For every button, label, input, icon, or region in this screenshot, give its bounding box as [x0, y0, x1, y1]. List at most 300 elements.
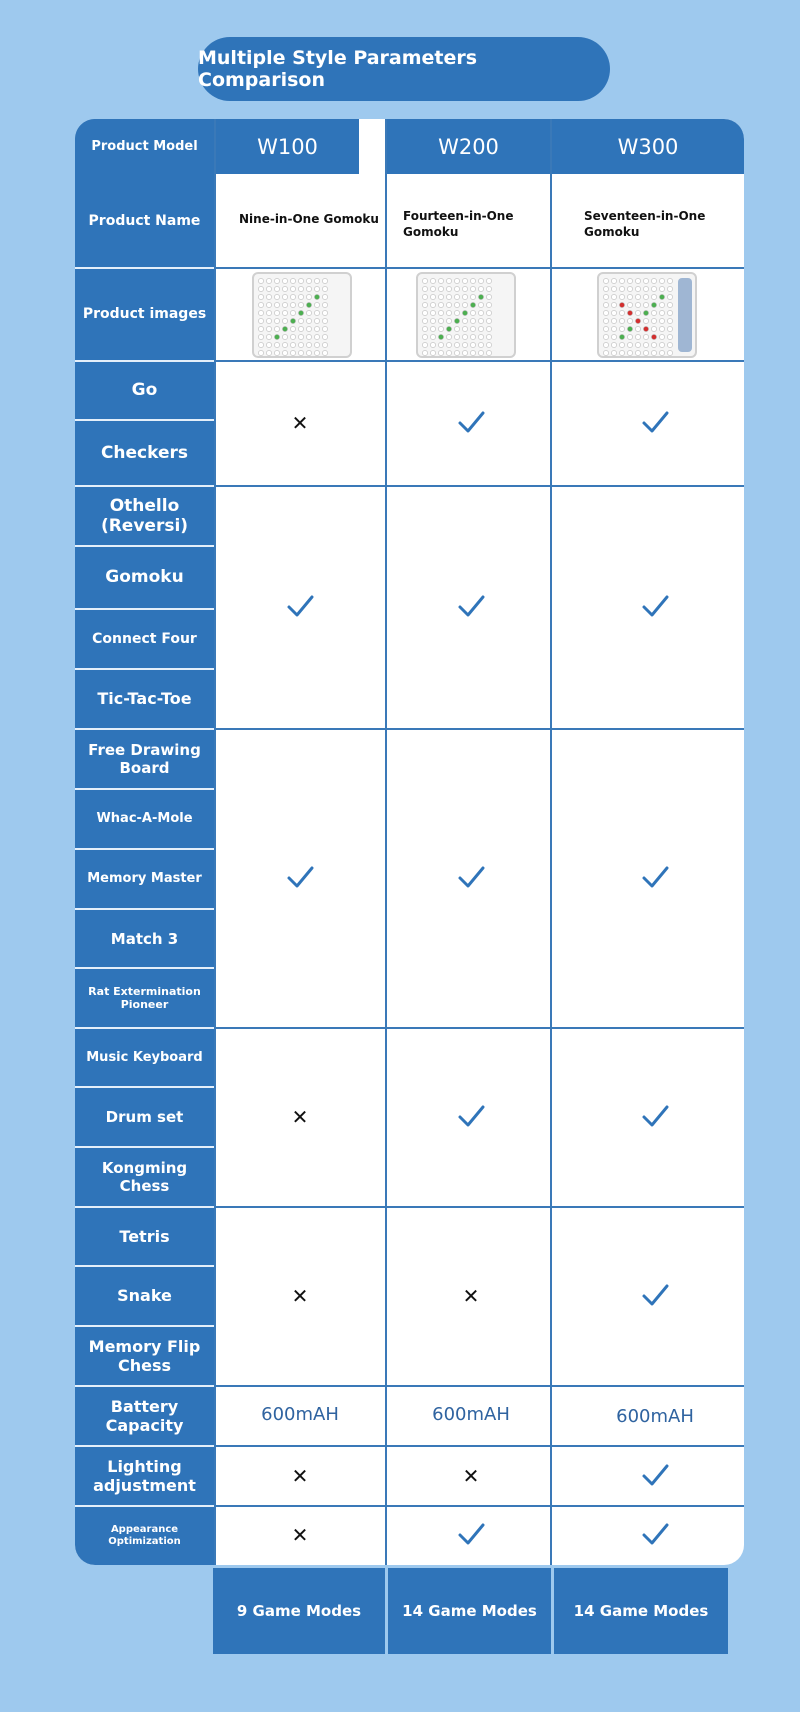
board-dot [298, 350, 303, 355]
battery-w300: 600mAH [616, 1406, 694, 1427]
check-stroke [289, 597, 312, 615]
board-dot [258, 294, 263, 299]
board-dot [298, 302, 303, 307]
board-dot [603, 334, 608, 339]
check-stroke [644, 597, 667, 615]
row-divider [214, 1505, 744, 1507]
board-dot [322, 326, 327, 331]
board-dot [627, 342, 632, 347]
board-dot [274, 342, 279, 347]
board-dot [643, 294, 648, 299]
board-dot [282, 326, 287, 331]
board-dot [659, 334, 664, 339]
product-name-label: Product Name [75, 176, 214, 269]
product-name-w200: Fourteen-in-One Gomoku [403, 209, 514, 239]
board-dot [651, 334, 656, 339]
product-image-w200 [414, 270, 518, 360]
board-dot [462, 310, 467, 315]
board-dot [314, 350, 319, 355]
board-dot [454, 350, 459, 355]
board-dot [258, 302, 263, 307]
board-dot [446, 318, 451, 323]
board-dot [446, 286, 451, 291]
board-dot [282, 310, 287, 315]
board-dot [290, 342, 295, 347]
board-dot [314, 334, 319, 339]
footer-w300: 14 Game Modes [554, 1568, 728, 1654]
check-stroke [460, 413, 483, 431]
board-dot [659, 310, 664, 315]
board-dot [470, 326, 475, 331]
board-dot [438, 350, 443, 355]
board-dot [635, 318, 640, 323]
board-dot [619, 310, 624, 315]
board-dot [486, 310, 491, 315]
board-dot [298, 342, 303, 347]
board-dot [667, 310, 672, 315]
board-dot [619, 350, 624, 355]
board-dot [627, 286, 632, 291]
board-dot [282, 302, 287, 307]
board-dot [611, 278, 616, 283]
board-dot [322, 350, 327, 355]
board-dot [446, 302, 451, 307]
board-dot [314, 278, 319, 283]
check-icon [451, 858, 491, 898]
board-dot [266, 294, 271, 299]
board-dot [298, 334, 303, 339]
board-dot [478, 302, 483, 307]
board-dot [266, 350, 271, 355]
board-dot [430, 278, 435, 283]
board-dot [314, 294, 319, 299]
game-label-memory-flip-chess: Memory Flip Chess [75, 1327, 214, 1387]
board-dot [478, 294, 483, 299]
board-dot [667, 318, 672, 323]
check-icon [635, 1515, 675, 1555]
row-divider [214, 267, 744, 269]
board-dot [298, 318, 303, 323]
game-label-tic-tac-toe: Tic-Tac-Toe [75, 670, 214, 730]
board-dot [322, 342, 327, 347]
board-dot [306, 334, 311, 339]
cross-icon: ✕ [291, 1105, 309, 1129]
check-stroke [460, 868, 483, 886]
board-dot [611, 318, 616, 323]
board-dot [619, 302, 624, 307]
board-dot [422, 342, 427, 347]
board-dot [314, 318, 319, 323]
check-icon [635, 1456, 675, 1496]
board-dot [446, 294, 451, 299]
board-dot [627, 302, 632, 307]
board-dot [274, 318, 279, 323]
board-dot [635, 294, 640, 299]
board-dot [266, 278, 271, 283]
board-dot [635, 278, 640, 283]
board-dot [438, 278, 443, 283]
check-icon [451, 1515, 491, 1555]
board-dot [314, 286, 319, 291]
board-dot [322, 294, 327, 299]
board-dot [651, 294, 656, 299]
board-dot [438, 286, 443, 291]
board-dot [422, 318, 427, 323]
board-dot [667, 286, 672, 291]
game-label-othello: Othello (Reversi) [75, 487, 214, 547]
board-dot [422, 294, 427, 299]
board-dot [306, 294, 311, 299]
comparison-table [75, 119, 744, 1565]
check-stroke [644, 1107, 667, 1125]
cross-icon: ✕ [291, 1523, 309, 1547]
side-panel [678, 278, 692, 352]
board-dot [454, 334, 459, 339]
check-stroke [644, 413, 667, 431]
board-dot [643, 350, 648, 355]
board-dot [651, 286, 656, 291]
board-dot [478, 318, 483, 323]
board-dot [282, 286, 287, 291]
board-dot [446, 278, 451, 283]
board-dot [306, 326, 311, 331]
board-dot [627, 350, 632, 355]
board-dot [282, 318, 287, 323]
board-dot [651, 342, 656, 347]
row-divider [214, 1027, 744, 1029]
board-dot [478, 342, 483, 347]
board-dot [470, 342, 475, 347]
board-dot [306, 318, 311, 323]
board-dot [422, 286, 427, 291]
board-dot [667, 294, 672, 299]
board-dot [454, 286, 459, 291]
board-dot [266, 286, 271, 291]
check-stroke [289, 868, 312, 886]
board-dot [611, 342, 616, 347]
board-dot [306, 342, 311, 347]
check-stroke [644, 1286, 667, 1304]
check-stroke [644, 868, 667, 886]
board-dot [486, 342, 491, 347]
board-dot [274, 326, 279, 331]
product-name-w300: Seventeen-in-One Gomoku [584, 209, 706, 239]
row-divider [214, 360, 744, 362]
board-dot [290, 302, 295, 307]
board-dot [274, 310, 279, 315]
board-dot [603, 310, 608, 315]
board-dot [430, 334, 435, 339]
board-dot [462, 286, 467, 291]
board-dot [659, 326, 664, 331]
board-dot [290, 286, 295, 291]
board-dot [430, 302, 435, 307]
game-label-whac-a-mole: Whac-A-Mole [75, 790, 214, 850]
board-dot [290, 318, 295, 323]
board-dot [314, 310, 319, 315]
board-dot [322, 318, 327, 323]
board-dot [635, 350, 640, 355]
product-name-w100: Nine-in-One Gomoku [239, 212, 379, 226]
board-dot [635, 326, 640, 331]
page-title: Multiple Style Parameters Comparison [198, 37, 610, 101]
board-dot [462, 302, 467, 307]
board-dot [438, 302, 443, 307]
board-dot [478, 286, 483, 291]
game-label-kongming-chess: Kongming Chess [75, 1148, 214, 1208]
board-dot [322, 302, 327, 307]
board-dot [282, 350, 287, 355]
row-divider [214, 728, 744, 730]
check-icon [635, 1097, 675, 1137]
board-dot [454, 302, 459, 307]
board-dot [446, 326, 451, 331]
board-dot [478, 350, 483, 355]
check-icon [451, 403, 491, 443]
board-dot [306, 310, 311, 315]
game-label-go: Go [75, 362, 214, 421]
battery-capacity-label: Battery Capacity [75, 1387, 214, 1447]
check-icon [635, 403, 675, 443]
board-dot [306, 350, 311, 355]
board-dot [430, 326, 435, 331]
game-label-rat-extermination: Rat Extermination Pioneer [75, 969, 214, 1029]
board-dot [635, 302, 640, 307]
row-divider [214, 1445, 744, 1447]
board-dot [446, 334, 451, 339]
board-dot [422, 310, 427, 315]
row-divider [214, 1385, 744, 1387]
check-icon [451, 587, 491, 627]
lighting-adjustment-label: Lighting adjustment [75, 1447, 214, 1507]
board-dot [438, 326, 443, 331]
board-dot [306, 278, 311, 283]
board-dot [298, 294, 303, 299]
product-image-w100 [250, 270, 354, 360]
board-dot [470, 286, 475, 291]
board-dot [643, 334, 648, 339]
check-stroke [460, 1525, 483, 1543]
board-dot [659, 278, 664, 283]
board-dot [627, 334, 632, 339]
product-model-label: Product Model [75, 119, 214, 174]
board-dot [430, 342, 435, 347]
board-dot [430, 310, 435, 315]
board-dot [611, 310, 616, 315]
footer-w100: 9 Game Modes [213, 1568, 385, 1654]
board-dot [627, 278, 632, 283]
board-dot [603, 278, 608, 283]
board-dot [454, 326, 459, 331]
board-dot [454, 318, 459, 323]
board-dot [486, 302, 491, 307]
board-dot [314, 342, 319, 347]
board-dot [258, 318, 263, 323]
board-dot [454, 310, 459, 315]
cross-icon: ✕ [462, 1464, 480, 1488]
board-dot [643, 326, 648, 331]
board-dot [422, 326, 427, 331]
board-dot [282, 278, 287, 283]
board-dot [667, 302, 672, 307]
check-stroke [460, 1107, 483, 1125]
board-dot [486, 334, 491, 339]
check-icon [280, 858, 320, 898]
board-dot [298, 326, 303, 331]
board-dot [635, 310, 640, 315]
board-dot [446, 342, 451, 347]
cross-icon: ✕ [291, 1284, 309, 1308]
check-icon [635, 587, 675, 627]
game-label-tetris: Tetris [75, 1208, 214, 1267]
check-stroke [460, 597, 483, 615]
board-dot [667, 350, 672, 355]
board-dot [438, 334, 443, 339]
check-stroke [644, 1525, 667, 1543]
board-dot [486, 326, 491, 331]
board-dot [438, 342, 443, 347]
board-dot [462, 278, 467, 283]
board-dot [470, 334, 475, 339]
board-dot [258, 350, 263, 355]
board-dot [619, 278, 624, 283]
column-divider [214, 119, 216, 1565]
board-dot [282, 342, 287, 347]
board-dot [470, 350, 475, 355]
product-image-w300 [595, 270, 699, 360]
board-dot [643, 342, 648, 347]
check-icon [280, 587, 320, 627]
board-dot [274, 350, 279, 355]
board-dot [486, 318, 491, 323]
model-w100-header: W100 [216, 119, 359, 174]
board-dot [478, 326, 483, 331]
board-dot [274, 294, 279, 299]
board-dot [627, 294, 632, 299]
board-dot [651, 318, 656, 323]
game-label-snake: Snake [75, 1267, 214, 1327]
board-dot [603, 286, 608, 291]
board-dot [282, 334, 287, 339]
check-icon [635, 1276, 675, 1316]
board-dot [486, 294, 491, 299]
board-dot [627, 318, 632, 323]
board-dot [462, 318, 467, 323]
board-dot [478, 278, 483, 283]
board-dot [266, 302, 271, 307]
board-dot [290, 350, 295, 355]
board-dot [611, 326, 616, 331]
game-label-free-drawing-board: Free Drawing Board [75, 730, 214, 790]
board-dot [667, 278, 672, 283]
board-dot [603, 350, 608, 355]
board-dot [478, 334, 483, 339]
board-dot [430, 350, 435, 355]
model-w200-header: W200 [387, 119, 550, 174]
model-w300-header: W300 [552, 119, 744, 174]
board-dot [659, 286, 664, 291]
board-dot [274, 334, 279, 339]
board-dot [651, 350, 656, 355]
board-dot [258, 278, 263, 283]
board-dot [611, 294, 616, 299]
board-dot [298, 286, 303, 291]
board-dot [274, 286, 279, 291]
board-dot [651, 302, 656, 307]
board-dot [462, 350, 467, 355]
board-dot [422, 334, 427, 339]
board-dot [430, 294, 435, 299]
board-dot [627, 326, 632, 331]
board-dot [454, 294, 459, 299]
board-dot [659, 342, 664, 347]
board-dot [667, 334, 672, 339]
board-dot [306, 302, 311, 307]
board-dot [298, 278, 303, 283]
board-dot [619, 286, 624, 291]
board-dot [611, 350, 616, 355]
board-dot [258, 310, 263, 315]
game-label-memory-master: Memory Master [75, 850, 214, 910]
board-dot [430, 318, 435, 323]
appearance-optimization-label: Appearance Optimization [108, 1524, 181, 1547]
board-dot [603, 302, 608, 307]
board-dot [603, 318, 608, 323]
board-dot [619, 334, 624, 339]
board-dot [290, 334, 295, 339]
board-dot [643, 302, 648, 307]
board-dot [643, 286, 648, 291]
board-dot [603, 326, 608, 331]
board-dot [486, 278, 491, 283]
board-dot [454, 278, 459, 283]
board-dot [643, 278, 648, 283]
board-dot [438, 318, 443, 323]
board-dot [619, 342, 624, 347]
board-dot [603, 342, 608, 347]
battery-w200: 600mAH [432, 1404, 510, 1425]
board-dot [619, 326, 624, 331]
board-dot [651, 326, 656, 331]
board-dot [470, 318, 475, 323]
board-dot [651, 278, 656, 283]
board-dot [314, 302, 319, 307]
battery-w100: 600mAH [261, 1404, 339, 1425]
board-dot [438, 310, 443, 315]
board-dot [462, 326, 467, 331]
board-dot [486, 350, 491, 355]
board-dot [274, 302, 279, 307]
board-dot [635, 342, 640, 347]
row-divider [214, 485, 744, 487]
board-dot [619, 294, 624, 299]
game-label-match-3: Match 3 [75, 910, 214, 969]
board-dot [446, 350, 451, 355]
board-dot [611, 286, 616, 291]
board-dot [258, 326, 263, 331]
board-dot [659, 302, 664, 307]
board-dot [643, 318, 648, 323]
board-dot [643, 310, 648, 315]
board-dot [446, 310, 451, 315]
cross-icon: ✕ [291, 411, 309, 435]
row-divider [214, 1206, 744, 1208]
board-dot [659, 294, 664, 299]
board-dot [430, 286, 435, 291]
board-dot [470, 294, 475, 299]
board-dot [266, 342, 271, 347]
board-dot [667, 326, 672, 331]
